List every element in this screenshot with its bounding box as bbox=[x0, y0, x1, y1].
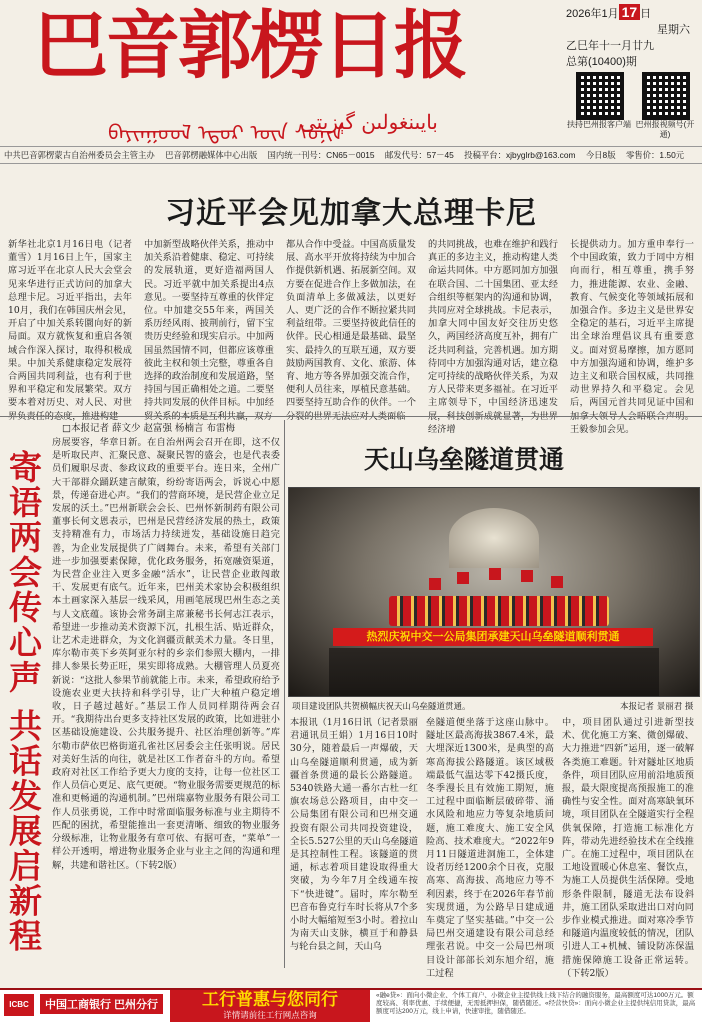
lead-headline[interactable]: 习近平会见加拿大总理卡尼 bbox=[165, 196, 537, 231]
ad-title: 工行普惠与您同行 bbox=[202, 990, 338, 1010]
flag-icon bbox=[551, 576, 563, 588]
celebration-banner: 热烈庆祝中交一公局集团承建天山乌垒隧道顺利贯通 bbox=[333, 628, 653, 646]
weekday: 星期六 bbox=[657, 24, 690, 36]
flag-icon bbox=[489, 568, 501, 580]
tunnel-story-title[interactable]: 天山乌垒隧道贯通 bbox=[364, 445, 565, 474]
ad-subtitle: 详情请前往工行网点咨询 bbox=[223, 1010, 317, 1020]
newspaper-title: 巴音郭楞日报 bbox=[34, 3, 466, 89]
ad-banner[interactable] bbox=[170, 990, 370, 1022]
column-rule bbox=[284, 420, 285, 968]
tunnel-photo[interactable] bbox=[288, 487, 700, 697]
section-divider bbox=[0, 416, 702, 417]
date-prefix: 2026年1月 bbox=[566, 8, 619, 20]
qr-left[interactable] bbox=[566, 72, 632, 130]
qr-code-icon[interactable] bbox=[642, 72, 690, 120]
qr-right-caption: 巴州报视频号(开通) bbox=[635, 120, 695, 139]
ad-fine-print: «融e贷»：面向小微企业、个体工商户、小微企业主提供线上线下结合的融资服务，最高额度可达1000万元。额度较高、利率优惠、手续便捷，无需抵押担保，随借随还。«经营快贷»：面向小微企业主提供纯信用贷款，最高额度可达200万元，线上申请，快速审批，随借随还。 bbox=[376, 992, 696, 1015]
side-story-body: 房展要容，华章日新。在自治州两会召开在即，这不仅是听取民声、汇聚民意、凝聚民智的盛会，也是代表委员们履职尽责、参政议政的重要平台。连日来，全州广大干部群众踊跃建言献策，纷纷寄语两会，诉说心中愿景，传递奋进心声。“我们的营商环境，是民营企业立足发展的沃土。”巴州新联会会长、巴州怀新制药有限公司董事长何文恩表示，巴州是民营经济发展的热土，政策支持精准有力，市场活力持续迸发，基础设施日趋完善，为企业发展提供了广阔舞台。未来，希望有关部门进一步加强要素保障，优化政务服务，拓宽融资渠道，为民营企业注入更多金融“活水”，让民营企业敢闯敢干、发展更有底气。近年来，巴州美术家协会积极组织本土画家深入基层一线采风，用画笔展现巴州生态之美与人文底蕴。该协会常务副主席兼秘书长何志江表示，希望进一步推动美术资源下沉，扎根生活、贴近群众，让艺术走进群众，为文化润疆贡献美术力量。冬日里，库尔勒市英下乡英阿亚尔村的乡亲们参照大棚内，一排排人参果长势正旺，果实即将成熟。大棚管理人员夏亮新说：“这批人参果节前就能上市。未来，希望政府给予设施农业更大扶持和科学引导，让广大种植户稳定增收，日子越过越好。”基层工作人员同样期待两会召开。“我期待出台更多支持社区发展的政策，比如进驻小区基础设施建设、公共服务提升、社区治理创新等。”库尔勒市萨依巴格街道孔雀社区居委会主任张明说。居民对美好生活的向往，就是社区工作者奋斗的方向。希望政府对社区工作给予更大力度的支持，让每一位社区工作人员信心更足、底气更硬。“物业服务需要更规范的标准和更畅通的沟通机制。”巴州瑞嘉物业服务有限公司工作人员张勇说，工作中时常面临服务标准与业主期待不匹配的困扰，希望能推出一套更清晰、细致的物业服务分级标准，让物业服务有章可依、有据可查，“菜单”一样公开透明，增进物业服务企业与业主之间的沟通和理解，共建和谐社区。（下转2版） bbox=[52, 437, 280, 871]
tunnel-light bbox=[449, 508, 539, 568]
postal-code: 邮发代号：57－45 bbox=[384, 150, 454, 160]
issue-date bbox=[566, 4, 696, 22]
photo-credit: 本报记者 景丽君 摄 bbox=[620, 702, 694, 712]
qr-code-icon[interactable] bbox=[576, 72, 624, 120]
date-day: 17 bbox=[619, 4, 641, 20]
lead-column-2: 中加新型战略伙伴关系，推动中加关系沿着健康、稳定、可持续的发展轨道，更好造福两国人民。习近平就中加关系提出4点意见。一要坚持互尊重的伙伴定位。中加建交55年来，两国关系历经风雨、披荆前行，留下宝贵历史经验和现实启示。中加两国虽然国情不同，但都应该尊重彼此主权和领土完整，尊重各自选择的政治制度和发展道路，坚持国与国正确相处之道。二要坚持共同发展的伙伴目标。中加经贸关系的本质是互利共赢，双方 bbox=[144, 239, 274, 422]
lunar-date: 乙巳年十一月廿九 bbox=[566, 40, 654, 52]
crowd bbox=[389, 596, 609, 626]
lead-column-4: 的共同挑战，也难在维护和践行真正的多边主义，推动构建人类命运共同体。中方愿同加方加强在联合国、二十国集团、亚太经合组织等框架内的沟通和协调，共同应对全球挑战。卡尼表示，加拿大同中国友好交往历史悠久，两国经济高度互补，拥有广泛共同利益，完善机遇。加方期待同中方加强沟通对话，建立稳定可持续的战略伙伴关系，为双方人民带来更多福祉。在习近平主席领导下，中国经济迅速发展，科技创新成就显著，为世界经济增 bbox=[428, 239, 558, 435]
date-suffix: 日 bbox=[640, 8, 652, 20]
flag-icon bbox=[457, 572, 469, 584]
photo-caption: 项目建设团队共贺横幅庆祝天山乌垒隧道贯通。 bbox=[292, 702, 471, 712]
price: 零售价：1.50元 bbox=[625, 150, 685, 160]
qr-right[interactable] bbox=[632, 72, 698, 140]
tunnel-column-1: 本报讯（1月16日讯（记者景丽君通讯员王娟）1月16日10时30分，随着最后一声爆破，天山乌垒隧道顺利贯通，成为新疆首条贯通的最长公路隧道。5340铁路大通一番尔古杜一红旗农场总公路项目，由中交一公局集团有限公司和巴州交通投资有限公司共同投资建设，全长5.527公里的天山乌垒隧道是其控制性工程。该隧道的贯通，标志着项目建设取得重大突破，为今年7月全线通车按下“快进键”。届时，库尔勒至巴音布鲁克行车时长将从7个多小时大幅缩短至3小时。着拉山为南天山支脉，横亘于和静县与轮台县之间，天山乌 bbox=[290, 717, 418, 953]
lead-column-1: 新华社北京1月16日电（记者董雪）1月16日上午，国家主席习近平在北京人民大会堂会见来华进行正式访问的加拿大总理卡尼。习近平指出，去年10月，我们在韩国庆州会见，开启了中加关系转圜向好的新局面。双方就恢复和重启各领域合作深入探讨，取得积极成果。中加关系健康稳定发展符合两国共同利益，也有利于世界和平稳定和发展繁荣。双方要本着对历史、对人民、对世界负责任的态度，推进构建 bbox=[8, 239, 132, 422]
flag-icon bbox=[429, 578, 441, 590]
cn-number: 国内统一刊号：CN65－0015 bbox=[267, 150, 375, 160]
side-byline: □本报记者 薛文少 赵富强 杨楠言 布雷梅 bbox=[62, 423, 236, 434]
tunnel-column-2: 垒隧道便坐落于这座山脉中。隧址区最高海拔3867.4米，最大埋深近1300米，是典型的高寒高海拔公路隧道。该区域极端最低气温达零下42摄氏度，冬季漫长且有效施工期短，施工过程中面临断层破碎带、涌水风险和地应力等复杂地质问题，施工难度大、施工安全风险高、技术难度大。“2022年9月11日隧道进洞施工，全体建设者历经1200余个日夜，克服高寒、高海拔、高地应力等不利因素，终于在2026年春节前实现贯通，为公路早日建成通车奠定了坚实基础。”中交一公局巴州交通建设有限公司总经理张君说。中交一公局巴州项目设计部部长刘东旭介绍，施工过程 bbox=[426, 717, 554, 979]
tunnel-floor bbox=[329, 648, 659, 696]
side-story-title[interactable]: 寄语两会传心声 共话发展启新程 bbox=[4, 450, 43, 954]
page-count: 今日8版 bbox=[585, 150, 616, 160]
icbc-logo: ICBC bbox=[4, 994, 34, 1016]
qr-left-caption: 扶持巴州报客户端 bbox=[567, 120, 631, 129]
issue-number: 总第(10400)期 bbox=[566, 56, 637, 68]
date-block bbox=[566, 4, 696, 70]
lead-column-5: 长提供动力。加方重申奉行一个中国政策，致力于同中方相向而行，相互尊重，携手努力，推进能源、农业、金融、教育、气候变化等领域拓展和加强合作。多边主义是世界安全稳定的基石，习近平主席提出全球治理倡议具有重要意义。面对贸易摩擦，加方愿同中方加强沟通和协调，维护多边主义和联合国权威，共同推动世界持久和平稳定。会见后，两国元首共同见证中国和加拿大领导人会晤联合声明。王毅参加会见。 bbox=[570, 239, 694, 435]
sponsor: 中共巴音郭楞蒙古自治州委员会主管主办 bbox=[4, 150, 155, 160]
lead-column-3: 都从合作中受益。中国高质量发展、高水平开放将持续为中加合作提供新机遇、拓展新空间。双方要在促进合作上多做加法，在负面清单上多做减法，以更好人、更广泛的合作不断拉紧共同利益纽带。三要坚持彼此信任的伙伴。民心相通是最基础、最坚实、最持久的互联互通，双方要鼓励两国教育、文化、旅游、体育、地方等各界加强交流合作，便利人员往来，厚植民意基础。四要坚持互助合作的伙伴。一个分裂的世界无法应对人类面临 bbox=[286, 239, 416, 422]
submission-email[interactable]: 投稿平台：xjbyglrb@163.com bbox=[464, 150, 576, 160]
newspaper-title-uyghur: بايىنغولىن گېزىتى bbox=[300, 110, 438, 134]
newspaper-title-mongolian: ᠪᠠᠶᠢᠨᠭᠣᠤᠯ ᠡᠳᠦᠷ ᠦᠨ ᠰᠣᠨᠢᠨ bbox=[108, 121, 344, 145]
flag-icon bbox=[521, 570, 533, 582]
publisher: 巴音郭楞融媒体中心出版 bbox=[165, 150, 258, 160]
info-strip bbox=[0, 146, 702, 164]
bank-name: 中国工商银行 巴州分行 bbox=[40, 994, 163, 1014]
tunnel-column-3: 中，项目团队通过引进新型技术、优化施工方案、微创爆破、大力推进“四新”运用，逐一破解各类施工难题。针对隧址区地质条件，项目团队应用前沿地质预报，最大限度提高预报施工的准确性与安全性。面对高寒缺氧环境，项目团队在全隧道实行全程供氧保障，打造施工标准化方阵，带动先进经验技术在全线推广。在施工过程中，项目团队在工地设置暖心休息室、餐饮点，为施工人员提供生活保障。受地形条件限制，隧道无法布设斜井，施工团队采取进出口对向同步作业模式推进。面对寒冷季节和隧道内温度较低的情况，团队引进人工+机械、铺设防冻保温措施保障施工设备正常运转。（下转2版） bbox=[562, 717, 694, 979]
